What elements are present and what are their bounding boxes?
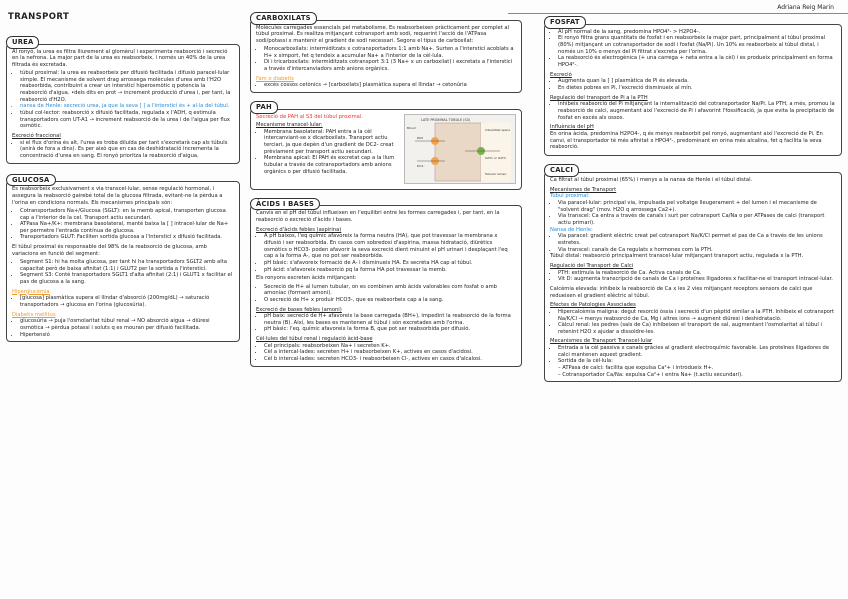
carboxilats-section	[250, 12, 522, 93]
fam-heading: Fam o diabetis	[256, 75, 294, 82]
diagram-title: LATE PROXIMAL TUBULE (S3)	[421, 117, 471, 122]
list-item: • si el flux d'orina és alt, l'urea es troba diluïda per tant s'excretarà cap als túbuls (anirà de fora a dins). Es per això que en cas de deshidratació incrementa la concentració d'urea en sang. El ronyó prioritza la reabsorció d'aigua.	[20, 140, 234, 160]
list-item: • Vit D: augmenta transcripció de canals de Ca i proteïnes lligadores x facilitar-ne el transport intracel·lular.	[558, 276, 836, 283]
list-item: • Via transcel: canals de Ca regulats x hormones com la PTH.	[558, 247, 836, 254]
list-item: • Hipertensió	[20, 332, 234, 339]
list-item: • Di i tricarboxilats: intermiditzats cotransport 3:1 (3 Na+ x un carboxilat) i excretats a l'intersticí a través d'intercanviadors amb anions orgànics.	[264, 59, 516, 72]
fosfat-ph-heading: Influència del pH	[550, 124, 594, 131]
calci-tp-heading: Túbul proximal:	[550, 193, 590, 200]
diagram-label: Tubular lumen	[485, 171, 507, 176]
author-name: Adriana Reig Marin	[777, 4, 834, 11]
glucosa-intro: Es reabsorbeix exclusivament x via transcel·lular, sense regulació hormonal, i assegura la reabsorció gairebé total de la glucosa filtrada, evitant-ne la pèrdua a l'orina en condicions normals. Els mecanismes principals són:	[12, 186, 223, 206]
fosfat-excrecio-heading: Excreció	[550, 71, 572, 78]
calci-heading: CALCI	[544, 164, 579, 177]
list-item: • Sortida de la cèl·lula:	[558, 358, 836, 365]
calci-td: Túbul distal: reabsorció principalment transcel·lular mitjançant transport actiu, regulada x la PTH.	[550, 253, 804, 260]
list-item: • PTH: estimula la reabsorció de Ca. Activa canals de Ca.	[558, 270, 836, 277]
acids-intro: Canvis en el pH del túbul influeixen en l'equilibri entre les formes carregades i, per tant, en la reabsorció o excreció d'àcids i bases.	[256, 210, 500, 224]
diagram-label: DC2-	[417, 163, 425, 168]
list-item: • Segment S1: hi ha molta glucosa, per tant hi ha transportadors SGLT2 amb alta capacitat però de baixa afinitat (1:1) i GLUT2 per la sortida a l'intersticí.	[20, 259, 234, 272]
column-3	[544, 16, 842, 382]
list-item: • Cel principals: reabsorbeixen Na+ i secreten K+.	[264, 343, 516, 350]
glucosa-section	[6, 174, 240, 342]
pah-box	[250, 109, 522, 190]
urea-section	[6, 36, 240, 164]
fosfat-box	[544, 24, 842, 157]
list-item: • [glucosa] plasmàtica supera el llindar d'absorció (200mg/dL) → saturació transportadors → glucosa en l'orina (glucosúria).	[20, 295, 234, 308]
calci-box	[544, 172, 842, 382]
pah-mech: Mecanisme transcel·lular:	[256, 121, 323, 128]
list-item: • pH àcid: s'afavoreix reabsorció pq la forma HA pot travessar la memb.	[264, 267, 516, 274]
diabetis-heading: Diabetis mellitus	[12, 311, 56, 318]
list-item: • Augmenta quan la [ ] plasmàtica de Pi és elevada.	[558, 78, 836, 85]
list-item: • Al pH normal de la sang, predomina HPO4²- > H2PO4-.	[558, 29, 836, 36]
list-item: • A pH baixos, l'eq químic afavoreix la forma neutra (HA), que pot travessar la membrana x difusió i ser reabsorbida. En casos com sobredosi d'aspirina, massa hidratació, diürètics osmòtics o HCO3- poden afavorir la seva excreció dient minuint el pH urinari i desplaçant l'eq cap a la forma A-, que no pot ser reabsorbida.	[264, 233, 516, 260]
acids-ronyons: Els ronyons excreten àcids mitjançant:	[256, 275, 357, 282]
list-item: • Cèl a intercal·lades: secreten H+ i reabsorbeixen K+, actives en casos d'acidosi.	[264, 349, 516, 356]
calci-calcemia: Calcèmia elevada: inhibeix la reabsorció de Ca x les 2 vies mitjançant receptors sensors de calci que redueixen el gradient elèctric al túbul.	[550, 285, 813, 299]
list-item: • Via paracel: gradient elèctric creat pel cotransport Na/K/Cl permet el pas de Ca a través de les unions estretes.	[558, 233, 836, 246]
calci-section	[544, 164, 842, 382]
acids-heading: ÀCIDS I BASES	[250, 198, 320, 211]
list-item: • pH bàsic: l'eq. químic afavoreix la forma B, que pot ser reabsorbida per difusió.	[264, 326, 516, 333]
diagram-label: PAH	[417, 135, 423, 140]
list-item: • Segment S3: Conté transportadors SGLT1 d'alta afinitat (2:1) i GLUT1 x facilitar el pas de glucosa a la sang.	[20, 272, 234, 285]
acids-box	[250, 205, 522, 366]
glucosa-box	[6, 181, 240, 342]
list-item: • nansa de Henle: secreció urea, ja que la seva [ ] a l'intersticí és + al·la del túbul.	[20, 103, 234, 110]
carboxilats-intro: Molècules carregades essencials pel metabolisme. Es reabsorbeixen pràcticament per complet al túbul proximal. Es realitza mitjançant cotransport amb sodi, requerint l'acció de l'ATPasa sodi/potassi x mantenir el gradient de sodi necessari. Segons el tipus de carboxilat:	[256, 24, 510, 44]
list-item: • Entrada a la cèl passiva x canals gràcies al gradient electroquímic favorable. Les proteïnes lligadores de calci mantenen aquest gradient.	[558, 345, 836, 358]
calci-nh-heading: Nansa de Henle:	[550, 226, 593, 233]
list-item: • pH baix: secreció de H+ afavoreix la base carregada (BH+), impedint la reabsorció de la forma neutra (B). Així, les bases es mantenen al túbul i són excretades amb l'orina.	[264, 313, 516, 326]
list-item: • ATPasa Na+/K+: membrana basolateral, manté baixa la [ ] intracel·lular de Na+ per permetre l'entrada contínua de glucosa.	[20, 221, 234, 234]
proximal-tubule-diagram	[405, 115, 515, 183]
list-item: • Transportadors GLUT: Faciliten sortida glucosa a l'intersticí x difusió facilitada.	[20, 234, 234, 241]
urea-heading: UREA	[6, 36, 39, 49]
carboxilats-heading: CARBOXILATS	[250, 12, 317, 25]
urea-subheading: Excreció fraccional	[12, 133, 61, 140]
list-item: • O secreció de H+ x produir HCO3-, que es reabsorbeix cap a la sang.	[264, 297, 516, 304]
list-item: • túbul proximal: la urea es reabsorbeix per difusió facilitada i difusió paracel·lular simple. El mecanisme de solvent drag arrossega molècules d'urea amb l'H2O reabsorbida, contribuint a crear un intersticí hiperosmòtic q potencia la reabsorció d'aigua. •dels dits en prot → increment producció d'urea i, per tant, la reabsorció d'H2O.	[20, 70, 234, 103]
calci-mec-heading: Mecanismes de Transport	[550, 186, 617, 193]
pah-section	[250, 101, 522, 190]
calci-intro: Ca filtrat al túbul proximal (65%) i menys a la nansa de Henle i el túbul distal.	[550, 177, 753, 184]
column-1	[6, 36, 240, 342]
fosfat-heading: FOSFAT	[544, 16, 586, 29]
diagram-label: OAT1 or OAT3	[485, 155, 506, 160]
diagram-label: Blood	[407, 125, 416, 130]
hiperglucemia-heading: Hiperglucèmia	[12, 288, 50, 295]
list-item: • El ronyó filtra grans quantitats de fosfat i en reabsorbeix la major part, principalment al túbul proximal (80%) mitjançant un cotransportador de sodi i fosfat (Na/Pi). Un 10% es reabsorbeix al túbul distal, i només un 10% o menys del Pi filtrat s'excreta per l'orina.	[558, 35, 836, 55]
calci-reg-heading: Regulació del Transport de Calci	[550, 262, 634, 269]
bases-heading: Excreció de bases febles (amoni)	[256, 306, 342, 313]
column-2	[250, 12, 522, 367]
list-item: • Cotransportadors Na+/Glucosa (SGLT): en la memb apical, transporten glucosa cap a l'interior de la cel. Transport actiu secundari.	[20, 208, 234, 221]
pah-diagram	[404, 114, 516, 184]
list-item: • Hipercalcèmia maligna: degut resorció òssia i secreció d'un pèptid similar a la PTH. Inhibeix el cotransport Na/K/Cl → menys reabsorció de Ca, Mg i altres ions → augment diüresi i deshidratació.	[558, 309, 836, 322]
list-item: • Secreció de H+ al lumen tubular, on es combinen amb àcids valorables com fosfat o amb amoníac (formant amoni).	[264, 284, 516, 297]
list-item: • La reabsorció és electrogènica (+ una carrega + neta entra a la cèl) i es produeix principalment en forma HPO4²-.	[558, 55, 836, 68]
list-item: • Càlcul renal: les pedres (sals de Ca) inhibeixen el transport de sal, augmentant l'osmolaritat al túbul i retenint H2O x ajudar a dissoldre-les.	[558, 322, 836, 335]
acids-feble-heading: Excreció d'àcids febles (aspirina)	[256, 226, 342, 233]
list-item: • Membrana apical: El PAH és excretat cap a la llum tubular a través de cotransportadors amb anions orgànics o per difusió facilitada.	[264, 155, 516, 175]
pah-heading: PAH	[250, 101, 278, 114]
list-item: • Membrana basolateral: PAH entra a la cèl intercanviant-se x dicarboxilats. Transport actiu terciari, ja que depèn d'un gradient de DC2- creat prèviament per transport actiu secundari.	[264, 129, 516, 156]
list-item: – Cotransportador Ca/Na: expulsa Ca²+ i entra Na+ (t.actiu secundari).	[558, 371, 743, 378]
carboxilats-box	[250, 20, 522, 93]
list-item: • túbul col·lector: reabsorció x difusió facilitada, regulada x l'ADH, q estimula transportadors com UT-A1 → increment reabsorció de la urea i de l'aigua per flux osmòtic.	[20, 110, 234, 130]
list-item: • pH bàsic: s'afavoreix formació de A- i disminueix HA. Es secreta HA cap al túbul.	[264, 260, 516, 267]
cells-heading: Cèl·lules del túbul renal i regulació àcid-base	[256, 336, 373, 343]
glucosa-heading: GLUCOSA	[6, 174, 56, 187]
acids-section	[250, 198, 522, 367]
diagram-label: Interstitial space	[485, 127, 511, 132]
list-item: • Via paracel·lular: principal via, impulsada pel voltatge lleugerament + del lumen i el mecanisme de "solvent drag" (mov. H2O q arrossega Ca2+).	[558, 200, 836, 213]
urea-box	[6, 44, 240, 164]
pah-intro: Secreció de PAH al S3 del túbul proximal.	[256, 113, 363, 120]
list-item: • glucosúria → puja l'osmolaritat túbul renal → NO absorció aigua → diüresi osmòtica → pèrdua potassi i soluts q es mouran per difusió facilitada.	[20, 318, 234, 331]
list-item: • En dietes pobres en Pi, l'excreció disminueix al mín.	[558, 85, 836, 92]
calci-mec2-heading: Mecanismes de Transport Transcel·lular	[550, 338, 653, 345]
list-item: • Via transcel: Ca entra a través de canals i surt per cotransport Ca/Na o per ATPases de calci (transport actiu primari).	[558, 213, 836, 226]
tubule-cell	[435, 123, 481, 181]
list-item: • excés cossos cetònics → [carboxilats] plasmàtica supera el llindar → cetonúria	[264, 82, 516, 89]
header-rule	[508, 13, 848, 14]
fosfat-ph-text: En orina àcida, predomina H2PO4-, q és menys reabsorbit pel ronyó, augmentant així l'excreció de Pi. En canvi, el transportador té més afinitat x HPO4²-, predominant en orina més alcalina, fet q facilita la seva reabsorció.	[550, 130, 823, 151]
calci-pat-heading: Efectes de Patologies Associades	[550, 302, 636, 309]
glucosa-p2: El túbul proximal és responsable del 98% de la reabsorció de glucosa, amb variacions en funció del segment:	[12, 244, 207, 257]
page-title: TRANSPORT	[8, 12, 70, 22]
list-item: • inhibeix reabsorció del Pi mitjançant la internalització del cotransportador Na/Pi. La PTH, a més, promou la reabsorció de calci, augmentant així l'excreció de Pi i afavorint l'fossificació, ja que evita la precipitació de fosfat en excés als ossos.	[558, 101, 836, 121]
fosfat-section	[544, 16, 842, 156]
fosfat-regulacio-heading: Regulació del transport de Pi a la PTH	[550, 94, 648, 101]
urea-intro: Al ronyó, la urea es filtra lliurement al glomèrul i experimenta reabsorció i secreció en la nefrona. La major part de la urea es reabsorbeix, i només un 40% de la urea filtrada és excretada.	[12, 48, 228, 68]
list-item: • Monocarboxilats: intermiditzats x cotransportadors 1:1 amb Na+. Surten a l'intersticí acoblats a H+ x simport, fet q tendeix a acumular Na+ a l'interior de la cèl·lula.	[264, 46, 516, 59]
list-item: – ATPasa de calci: facilita que expulsa Ca²+ i introdueix H+.	[558, 365, 714, 372]
list-item: • Cèl b intercal·lades: secreten HCO3- i reabsorbeixen Cl-, actives en casos d'alcalosi.	[264, 356, 516, 363]
